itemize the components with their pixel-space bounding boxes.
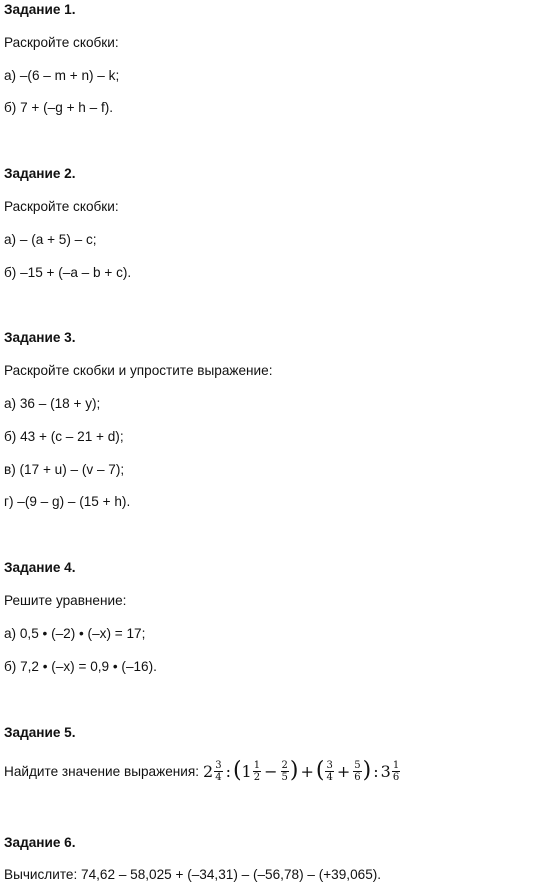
task-2-title: Задание 2. xyxy=(4,166,76,181)
fraction: $\frac{5}{6}$ xyxy=(354,759,361,783)
task-5-instruction: Найдите значение выражения: xyxy=(4,763,199,779)
task-4-instruction: Решите уравнение: xyxy=(4,593,127,608)
mixed-whole: 2 xyxy=(203,761,214,781)
task-2-item-a: а) – (a + 5) – c; xyxy=(4,232,97,247)
task-6-instruction: Вычислите: 74,62 – 58,025 + (–34,31) – (–56,78) – (+39,065). xyxy=(4,867,382,882)
task-4-title: Задание 4. xyxy=(4,560,76,575)
right-paren: ) xyxy=(362,758,372,783)
task-3-item-d: г) –(9 – g) – (15 + h). xyxy=(4,494,131,509)
task-5-question xyxy=(4,754,401,788)
task-2-item-b: б) –15 + (–a – b + c). xyxy=(4,265,132,280)
task-5-expression xyxy=(203,760,401,783)
task-3-instruction: Раскройте скобки и упростите выражение: xyxy=(4,363,273,378)
minus-sign: − xyxy=(264,761,278,781)
task-3-item-a: а) 36 – (18 + y); xyxy=(4,396,101,411)
left-paren: ( xyxy=(315,758,325,783)
fraction: $\frac{1}{2}$ xyxy=(253,759,261,783)
task-3-item-c: в) (17 + u) – (v – 7); xyxy=(4,462,125,477)
divide-sign: : xyxy=(373,761,379,781)
left-paren: ( xyxy=(232,758,242,783)
divide-sign: : xyxy=(225,761,231,781)
task-1-instruction: Раскройте скобки: xyxy=(4,35,119,50)
fraction: $\frac{3}{4}$ xyxy=(215,759,222,783)
plus-sign: + xyxy=(300,761,314,781)
task-5-title: Задание 5. xyxy=(4,725,76,740)
task-1-title: Задание 1. xyxy=(4,2,76,17)
task-1-item-a: а) –(6 – m + n) – k; xyxy=(4,68,120,83)
fraction: $\frac{2}{5}$ xyxy=(281,759,288,783)
task-6-title: Задание 6. xyxy=(4,835,76,850)
fraction: $\frac{1}{6}$ xyxy=(392,759,400,783)
task-3-title: Задание 3. xyxy=(4,330,76,345)
task-4-item-a: а) 0,5 • (–2) • (–x) = 17; xyxy=(4,626,146,641)
task-1-item-b: б) 7 + (–g + h – f). xyxy=(4,100,114,115)
plus-sign: + xyxy=(336,761,351,781)
task-2-instruction: Раскройте скобки: xyxy=(4,199,119,214)
fraction: $\frac{3}{4}$ xyxy=(326,759,333,783)
task-3-item-b: б) 43 + (c – 21 + d); xyxy=(4,429,124,444)
task-4-item-b: б) 7,2 • (–x) = 0,9 • (–16). xyxy=(4,659,157,674)
mixed-whole: 3 xyxy=(380,761,391,781)
right-paren: ) xyxy=(289,758,299,783)
mixed-whole: 1 xyxy=(241,761,252,781)
